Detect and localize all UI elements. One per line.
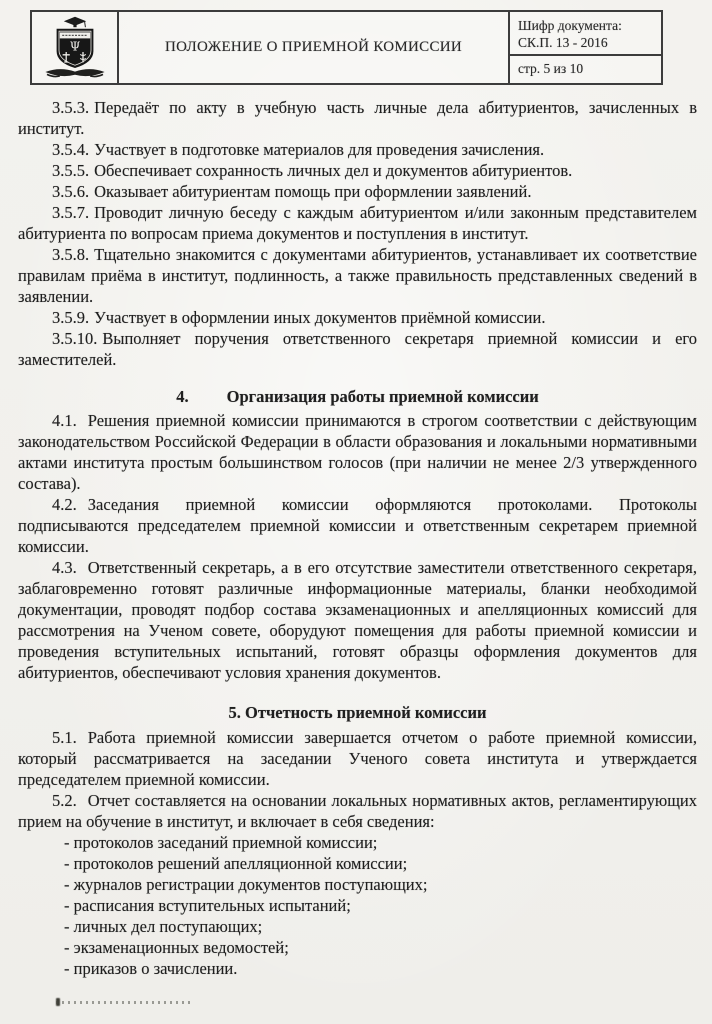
para-text: Оказывает абитуриентам помощь при оформлении заявлений. [94, 182, 532, 201]
para-text: Ответственный секретарь, а в его отсутствие заместители ответственного секретаря, заблаговременно готовят различные информационные материалы, бланки необходимой документации, проводят подбор состава экзаменационных и апелляционных комиссий для рассмотрения на Ученом совете, оборудуют помещения для работы приемной комиссии и проведения вступительных испытаний, готовят образцы оформления документов для абитуриентов, обеспечивают условия хранения документов. [18, 558, 697, 682]
paragraph-3-5-10 [18, 328, 697, 370]
page-number-cell: стр. 5 из 10 [518, 61, 584, 76]
paragraph-3-5-6 [18, 181, 697, 202]
para-num: 3.5.8. [52, 245, 90, 264]
paragraph-4-2 [18, 494, 697, 557]
section-4-heading [18, 386, 697, 407]
paragraph-3-5-8 [18, 244, 697, 307]
paragraph-3-5-3 [18, 97, 697, 139]
para-text: Тщательно знакомится с документами абитуриентов, устанавливает их соответствие правилам приёма в институт, подлинность, а также правильность представленных сведений в заявлении. [18, 245, 697, 306]
document-title: ПОЛОЖЕНИЕ О ПРИЕМНОЙ КОМИССИИ [164, 39, 463, 55]
para-num: 3.5.6. [52, 182, 90, 201]
report-list-item: - расписания вступительных испытаний; [64, 896, 351, 915]
doc-code-label: Шифр документа: [518, 18, 622, 33]
institute-emblem-icon [39, 15, 111, 81]
para-text: Передаёт по акту в учебную часть личные дела абитуриентов, зачисленных в институт. [18, 98, 697, 138]
para-num: 4.2. [52, 495, 77, 514]
meta-cell [508, 12, 661, 83]
para-num: 3.5.7. [52, 203, 90, 222]
para-num: 5.1. [52, 728, 77, 747]
section-title: Организация работы приемной комиссии [226, 387, 539, 406]
report-list-item: - экзаменационных ведомостей; [64, 938, 289, 957]
scan-artifact [56, 1001, 191, 1004]
para-text: Обеспечивает сохранность личных дел и документов абитуриентов. [94, 161, 573, 180]
doc-code-value: СК.П. 13 - 2016 [518, 35, 608, 50]
para-text: Заседания приемной комиссии оформляются протоколами. Протоколы подписываются председателем приемной комиссии и ответственным секретарем приемной комиссии. [18, 495, 697, 556]
paragraph-4-3 [18, 557, 697, 683]
paragraph-3-5-7 [18, 202, 697, 244]
para-text: Проводит личную беседу с каждым абитуриентом и/или законным представителем абитуриента по вопросам приема документов и поступления в институт. [18, 203, 697, 243]
report-list-item: - журналов регистрации документов поступающих; [64, 875, 428, 894]
para-text: Участвует в оформлении иных документов приёмной комиссии. [94, 308, 546, 327]
svg-text:Ψ: Ψ [69, 38, 80, 53]
paragraph-3-5-4 [18, 139, 697, 160]
document-header-table [30, 10, 663, 85]
report-list-item: - приказов о зачислении. [64, 959, 238, 978]
para-num: 4.3. [52, 558, 77, 577]
paragraph-3-5-5 [18, 160, 697, 181]
paragraph-3-5-9 [18, 307, 697, 328]
report-list-item: - личных дел поступающих; [64, 917, 263, 936]
para-num: 3.5.4. [52, 140, 90, 159]
document-body [18, 97, 697, 979]
para-num: 4.1. [52, 411, 77, 430]
para-num: 3.5.3. [52, 98, 90, 117]
para-text: Выполняет поручения ответственного секретаря приемной комиссии и его заместителей. [18, 329, 697, 369]
section-5-heading: 5. Отчетность приемной комиссии [228, 703, 487, 722]
logo-cell [32, 12, 119, 83]
doc-code-cell [510, 12, 661, 56]
para-num: 5.2. [52, 791, 77, 810]
paragraph-4-1 [18, 410, 697, 494]
para-num: 3.5.5. [52, 161, 90, 180]
para-text: Решения приемной комиссии принимаются в строгом соответствии с действующим законодательством Российской Федерации в области образования и локальными нормативными актами института простым большинством голосов (при наличии не менее 2/3 утвержденного состава). [18, 411, 697, 493]
section-number: 4. [176, 387, 189, 406]
paragraph-5-2 [18, 790, 697, 832]
para-num: 3.5.10. [52, 329, 98, 348]
para-text: Отчет составляется на основании локальных нормативных актов, регламентирующих прием на обучение в институт, и включает в себя сведения: [18, 791, 697, 831]
para-text: Работа приемной комиссии завершается отчетом о работе приемной комиссии, который рассматривается на заседании Ученого совета института и утверждается председателем приемной комиссии. [18, 728, 697, 789]
report-list-item: - протоколов заседаний приемной комиссии; [64, 833, 378, 852]
para-text: Участвует в подготовке материалов для проведения зачисления. [94, 140, 545, 159]
report-list-item: - протоколов решений апелляционной комиссии; [64, 854, 408, 873]
para-num: 3.5.9. [52, 308, 90, 327]
paragraph-5-1 [18, 727, 697, 790]
